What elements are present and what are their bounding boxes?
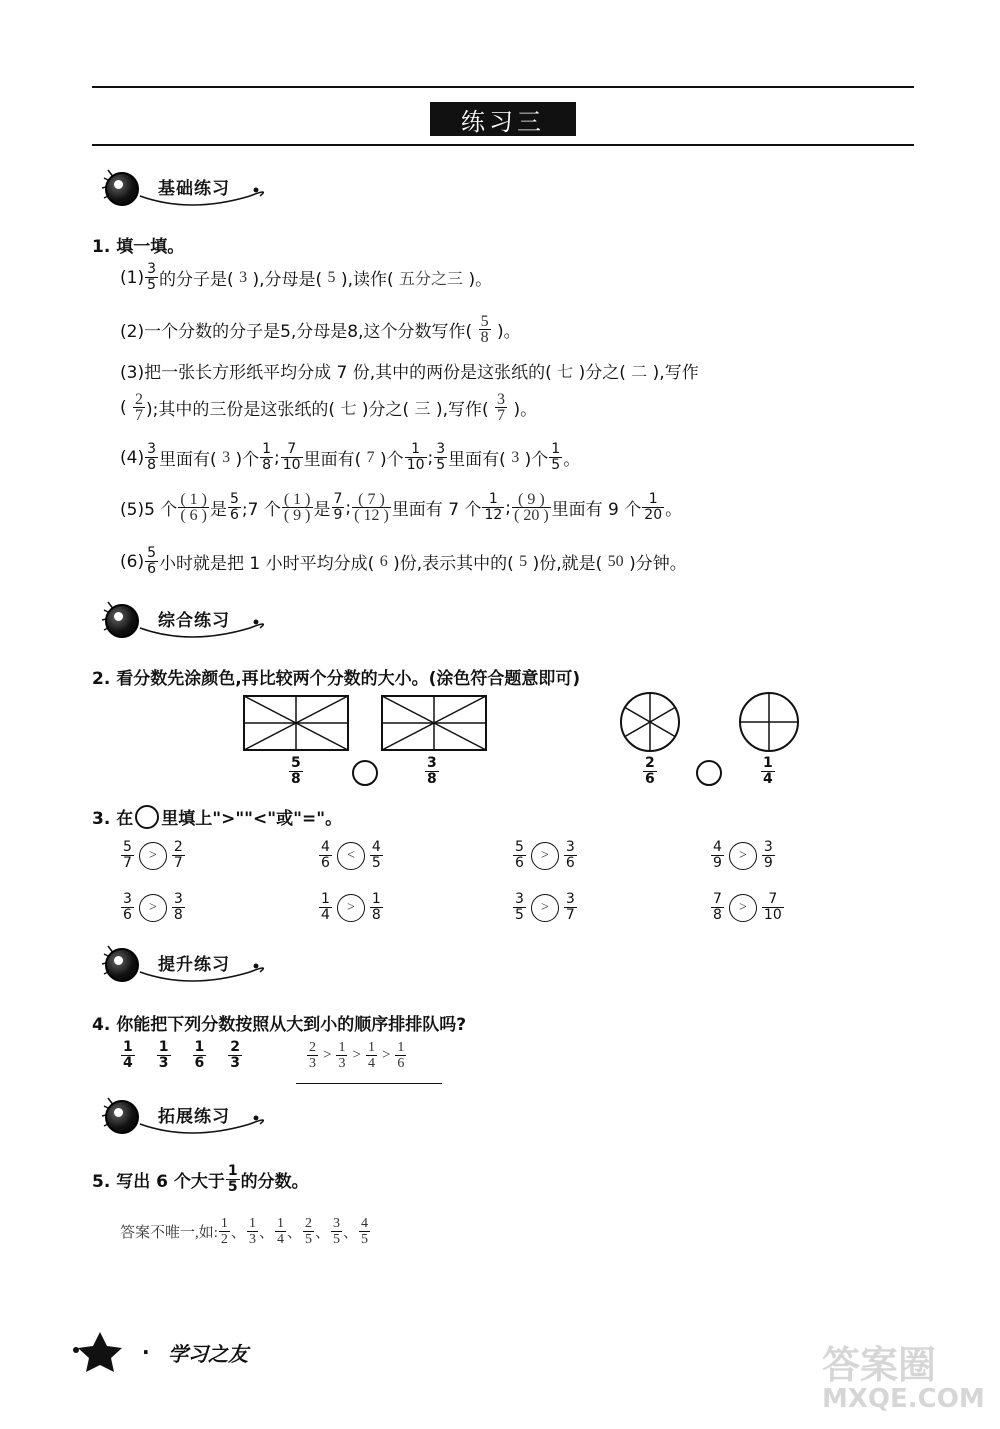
section-header-basic	[100, 166, 300, 212]
comparison-item: $\frac{4}{9}$ > $\frac{3}{9}$	[713, 839, 773, 871]
q4-answer: $\frac{2}{3}$ > $\frac{1}{3}$ > $\frac{1}{4}$ > $\frac{1}{6}$	[309, 1040, 405, 1071]
footer-brand: 学习之友	[168, 1342, 248, 1366]
q1-part-4: (4) $\frac{3}{8}$ 里面有( 3 )个 $\frac{1}{8}$ ; $\frac{7}{10}$ 里面有( 7 )个 $\frac{1}{10}$ ; $\frac{3}{5}$ 里面有( 3 )个 $\frac{1}{5}$ 。	[120, 441, 581, 473]
comparison-answer[interactable]: >	[337, 894, 365, 922]
section-label: 综合练习	[158, 611, 230, 631]
comparison-answer[interactable]: >	[729, 894, 757, 922]
shape-diagrams	[240, 692, 820, 756]
fraction: $\frac{1}{5}$	[551, 441, 561, 473]
comparison-circle-right[interactable]	[696, 760, 722, 786]
section-header-extension	[100, 1094, 300, 1140]
q4-given-fractions: $\frac{1}{4}$ $\frac{1}{3}$ $\frac{1}{6}$ $\frac{2}{3}$	[123, 1039, 240, 1071]
fraction: $\frac{1}{8}$	[262, 441, 272, 473]
answer-fraction: $\frac{2}{7}$	[135, 391, 144, 424]
comparison-circle-left[interactable]	[352, 760, 378, 786]
rectangle-eighths-right	[382, 696, 486, 750]
q1-part-1: (1) $\frac{3}{5}$ 的分子是( 3 ),分母是( 5 ),读作( 五分之三 )。	[120, 261, 493, 293]
question-2-heading: 2. 看分数先涂颜色,再比较两个分数的大小。(涂色符合题意即可)	[92, 669, 581, 689]
answer-fraction: $\frac{( 9 )}{( 20 )}$	[514, 491, 549, 524]
page-title: 练习三	[430, 102, 576, 136]
answer-fraction: $\frac{3}{7}$	[497, 391, 506, 424]
comparison-item: $\frac{3}{5}$ > $\frac{3}{7}$	[515, 891, 575, 923]
star-icon	[70, 1330, 124, 1374]
answer: 7	[366, 448, 375, 466]
fraction: $\frac{7}{10}$	[282, 441, 301, 473]
answer-fraction: $\frac{( 1 )}{( 9 )}$	[283, 491, 311, 524]
answer-fraction: $\frac{5}{8}$	[480, 313, 489, 346]
q1-part-2: (2)一个分数的分子是5,分母是8,这个分数写作( $\frac{5}{8}$ )。	[120, 313, 521, 346]
fraction: $\frac{7}{9}$	[333, 491, 343, 523]
answer: 5	[519, 552, 528, 570]
circle-quarters	[740, 693, 798, 751]
title-underline	[92, 144, 914, 146]
q2-fraction-c: $\frac{2}{6}$	[645, 755, 655, 787]
top-rule	[92, 86, 914, 88]
fraction: $\frac{3}{5}$	[436, 441, 446, 473]
answer: 50	[607, 552, 624, 570]
fraction: $\frac{3}{8}$	[147, 441, 157, 473]
answer: 6	[379, 552, 388, 570]
answer: 三	[414, 401, 431, 418]
comparison-answer[interactable]: >	[531, 894, 559, 922]
section-label: 拓展练习	[158, 1107, 230, 1127]
comparison-item: $\frac{7}{8}$ > $\frac{7}{10}$	[713, 891, 782, 923]
circle-symbol-icon	[135, 805, 159, 829]
answer: 七	[340, 401, 357, 418]
q2-fraction-d: $\frac{1}{4}$	[763, 755, 773, 787]
ball-icon	[105, 948, 139, 982]
q1-part-3-line-1: (3)把一张长方形纸平均分成 7 份,其中的两份是这张纸的( 七 )分之( 二 ),写作	[120, 358, 699, 383]
answer: 二	[631, 364, 648, 381]
q1-part-6: (6) $\frac{5}{6}$ 小时就是把 1 小时平均分成( 6 )份,表示其中的( 5 )份,就是( 50 )分钟。	[120, 545, 687, 577]
section-label: 基础练习	[158, 179, 230, 199]
fraction: $\frac{1}{12}$	[484, 491, 503, 523]
section-header-combined	[100, 598, 300, 644]
section-header-advanced	[100, 942, 300, 988]
rectangle-eighths-left	[244, 696, 348, 750]
answer-underline	[296, 1083, 442, 1084]
comparison-item: $\frac{1}{4}$ > $\frac{1}{8}$	[321, 891, 381, 923]
q2-fraction-b: $\frac{3}{8}$	[427, 755, 437, 787]
answer: 3	[511, 448, 520, 466]
footer-dot: ·	[142, 1340, 150, 1364]
comparison-item: $\frac{3}{6}$ > $\frac{3}{8}$	[123, 891, 183, 923]
fraction: $\frac{5}{6}$	[229, 491, 239, 523]
fraction: $\frac{3}{5}$	[147, 261, 157, 293]
answer-fraction: $\frac{( 1 )}{( 6 )}$	[180, 491, 207, 524]
comparison-answer[interactable]: >	[139, 842, 167, 870]
watermark-logo-text: 答案圈	[822, 1343, 937, 1387]
comparison-answer[interactable]: >	[531, 842, 559, 870]
ball-icon	[105, 172, 139, 206]
circle-sixths	[621, 693, 679, 751]
answer: 七	[557, 364, 574, 381]
question-4-heading: 4. 你能把下列分数按照从大到小的顺序排排队吗?	[92, 1015, 467, 1035]
question-5-heading: 5. 写出 6 个大于 $\frac{1}{5}$ 的分数。	[92, 1163, 309, 1195]
q1-part-5: (5)5 个 $\frac{( 1 )}{( 6 )}$ 是 $\frac{5}{6}$ ;7 个 $\frac{( 1 )}{( 9 )}$ 是 $\frac{7}{9}$ ; $\frac{( 7 )}{( 12 )}$ 里面有 7 个 $\frac{1}{12}$ ; $\frac{( 9 )}{( 20 )}$ 里面有 9 个 $\frac{1}{20}$ 。	[120, 491, 683, 524]
ball-icon	[105, 604, 139, 638]
q5-answer: 答案不唯一,如: $\frac{1}{2}$ 、 $\frac{1}{3}$ 、 $\frac{1}{4}$ 、 $\frac{2}{5}$ 、 $\frac{3}{5}$ 、 $\frac{4}{5}$	[120, 1216, 368, 1247]
comparison-answer[interactable]: <	[337, 842, 365, 870]
question-1-heading: 1. 填一填。	[92, 237, 185, 257]
comparison-item: $\frac{4}{6}$ < $\frac{4}{5}$	[321, 839, 381, 871]
answer-fraction: $\frac{( 7 )}{( 12 )}$	[354, 491, 389, 524]
comparison-answer[interactable]: >	[729, 842, 757, 870]
answer: 5	[327, 268, 336, 286]
comparison-item: $\frac{5}{6}$ > $\frac{3}{6}$	[515, 839, 575, 871]
question-3-heading: 3. 在 里填上">""<"或"="。	[92, 804, 342, 829]
comparison-item: $\frac{5}{7}$ > $\frac{2}{7}$	[123, 839, 183, 871]
watermark-site: MXQE.COM	[822, 1384, 985, 1414]
fraction: $\frac{5}{6}$	[147, 545, 157, 577]
answer: 3	[222, 448, 231, 466]
fraction: $\frac{1}{20}$	[644, 491, 663, 523]
answer: 五分之三	[399, 271, 464, 288]
q1-part-3-line-2: ( $\frac{2}{7}$ );其中的三份是这张纸的( 七 )分之( 三 ),写作( $\frac{3}{7}$ )。	[120, 391, 538, 424]
q2-fraction-a: $\frac{5}{8}$	[291, 755, 301, 787]
fraction: $\frac{1}{10}$	[406, 441, 425, 473]
section-label: 提升练习	[158, 955, 230, 975]
comparison-answer[interactable]: >	[139, 894, 167, 922]
answer: 3	[239, 268, 248, 286]
ball-icon	[105, 1100, 139, 1134]
